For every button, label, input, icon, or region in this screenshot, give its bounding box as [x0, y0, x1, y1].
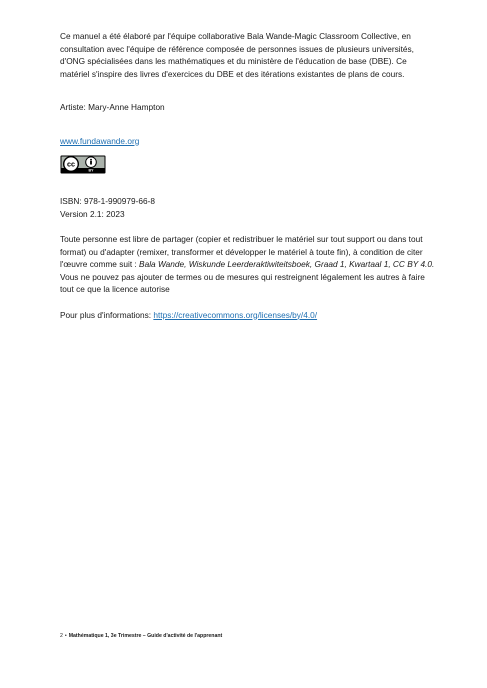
- license-statement: [60, 233, 438, 271]
- footer-title: Mathématique 1, 3e Trimestre – Guide d'activité de l'apprenant: [68, 633, 223, 639]
- page-footer: [60, 633, 222, 640]
- license-citation: Bala Wande, Wiskunde Leerderaktiwiteitsboek, Graad 1, Kwartaal 1, CC BY 4.0.: [139, 259, 435, 269]
- page-number: 2: [60, 633, 63, 639]
- more-info-line: [60, 309, 438, 322]
- footer-bullet: •: [64, 633, 67, 639]
- website-line: [60, 135, 438, 148]
- cc-icon: [64, 157, 79, 172]
- artist-credit: Artiste: Mary-Anne Hampton: [60, 102, 165, 112]
- website-link[interactable]: www.fundawande.org: [60, 135, 140, 146]
- cc-by-license-badge[interactable]: [60, 155, 106, 174]
- isbn: ISBN: 978-1-990979-66-8: [60, 196, 156, 206]
- license-share-text: Toute personne est libre de partager (copier et redistribuer le matériel sur tout support ou dans tout format) ou d'adapter (remixer, transformer et développer le matériel à toute fin), à condition de citer l'œuvre comme suit :: [60, 234, 423, 269]
- by-label: BY: [88, 168, 94, 173]
- by-attribution-icon: [86, 157, 97, 168]
- credits-page-content: [60, 30, 438, 321]
- license-url-link[interactable]: https://creativecommons.org/licenses/by/4.0/: [153, 309, 318, 320]
- version: Version 2.1: 2023: [60, 208, 125, 219]
- more-info-label: Pour plus d'informations:: [60, 309, 154, 320]
- credits-intro: Ce manuel a été élaboré par l'équipe collaborative Bala Wande-Magic Classroom Collective, en consultation avec l'équipe de référence composée de personnes issues de plusieurs universités, d'ONG spécialisées dans les mathématiques et du ministère de l'éducation de base (DBE). Ce matériel s'inspire des livres d'exercices du DBE et des itérations existantes de plans de cours.: [60, 31, 414, 79]
- svg-text:cc: cc: [67, 159, 75, 169]
- license-restriction: Vous ne pouvez pas ajouter de termes ou de mesures qui restreignent légalement les autres à faire tout ce que la licence autorise: [60, 271, 425, 294]
